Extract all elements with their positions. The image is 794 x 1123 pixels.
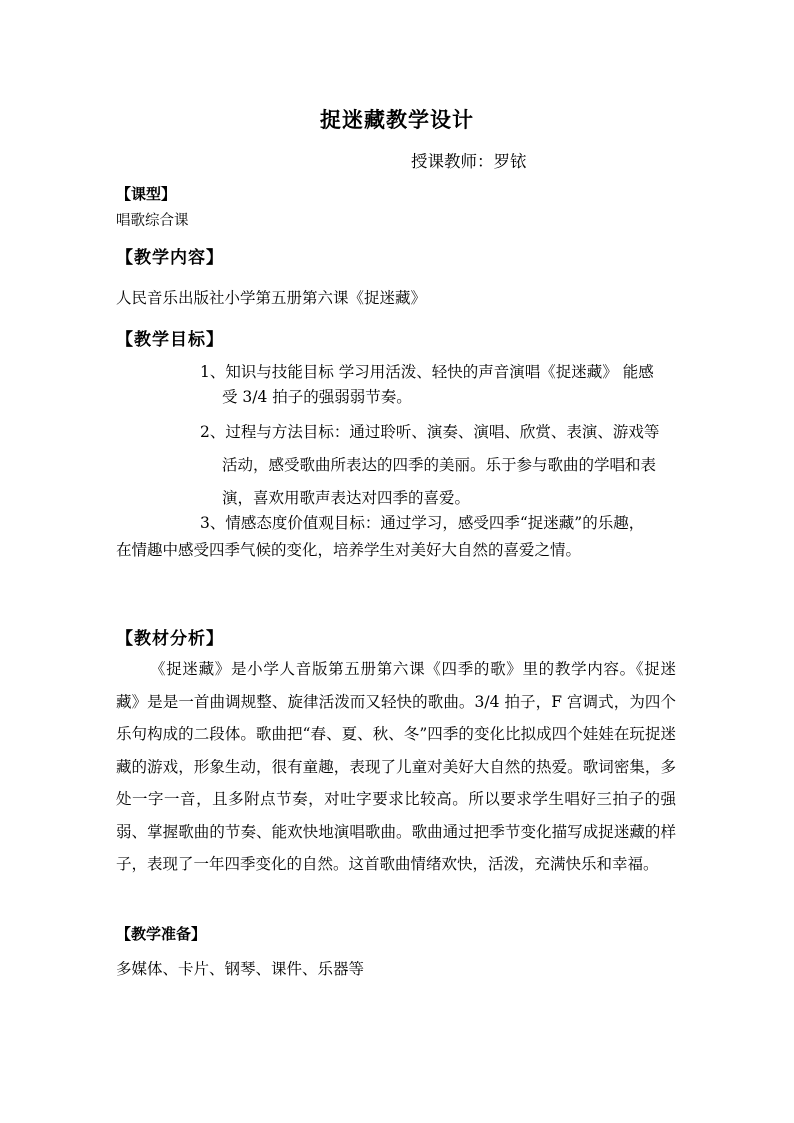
analysis-heading: 【教材分析】 bbox=[116, 629, 224, 649]
content-text: 人民音乐出版社小学第五册第六课《捉迷藏》 bbox=[116, 289, 427, 307]
lesson-type-heading: 【课型】 bbox=[116, 185, 177, 203]
objective-2-line-2: 活动，感受歌曲所表达的四季的美丽。乐于参与歌曲的学唱和表 bbox=[222, 456, 657, 474]
document-title: 捉迷藏教学设计 bbox=[320, 107, 474, 132]
objective-1-line-1: 1、知识与技能目标 学习用活泼、轻快的声音演唱《捉迷藏》 能感 bbox=[200, 363, 654, 381]
preparation-heading: 【教学准备】 bbox=[116, 925, 207, 943]
objective-3-line-1: 3、情感态度价值观目标：通过学习，感受四季“捉迷藏”的乐趣， bbox=[200, 514, 645, 532]
lesson-type-text: 唱歌综合课 bbox=[116, 213, 189, 229]
objective-3-line-2: 在情趣中感受四季气候的变化，培养学生对美好大自然的喜爱之情。 bbox=[116, 541, 582, 559]
analysis-paragraph: 《捉迷藏》是小学人音版第五册第六课《四季的歌》里的教学内容。《捉迷藏》是是一首曲调规整、旋律活泼而又轻快的歌曲。3/4 拍子，F 宫调式，为四个乐句构成的二段体。歌曲把“春、夏、秋、冬”四季的变化比拟成四个娃娃在玩捉迷藏的游戏，形象生动，很有童趣，表现了儿童对美好大自然的热爱。歌词密集，多处一字一音，且多附点节奏，对吐字要求比较高。所以要求学生唱好三拍子的强弱、掌握歌曲的节奏、能欢快地演唱歌曲。歌曲通过把季节变化描写成捉迷藏的样子，表现了一年四季变化的自然。这首歌曲情绪欢快，活泼，充满快乐和幸福。 bbox=[116, 660, 676, 873]
preparation-text: 多媒体、卡片、钢琴、课件、乐器等 bbox=[116, 960, 365, 978]
objective-2-line-3: 演，喜欢用歌声表达对四季的喜爱。 bbox=[222, 489, 471, 507]
objectives-heading: 【教学目标】 bbox=[116, 330, 224, 350]
teacher-line: 授课教师：罗铱 bbox=[411, 152, 527, 171]
objective-1-line-2: 受 3/4 拍子的强弱弱节奏。 bbox=[222, 388, 412, 406]
objective-2-line-1: 2、过程与方法目标：通过聆听、演奏、演唱、欣赏、表演、游戏等 bbox=[200, 423, 660, 441]
content-heading: 【教学内容】 bbox=[116, 248, 224, 268]
